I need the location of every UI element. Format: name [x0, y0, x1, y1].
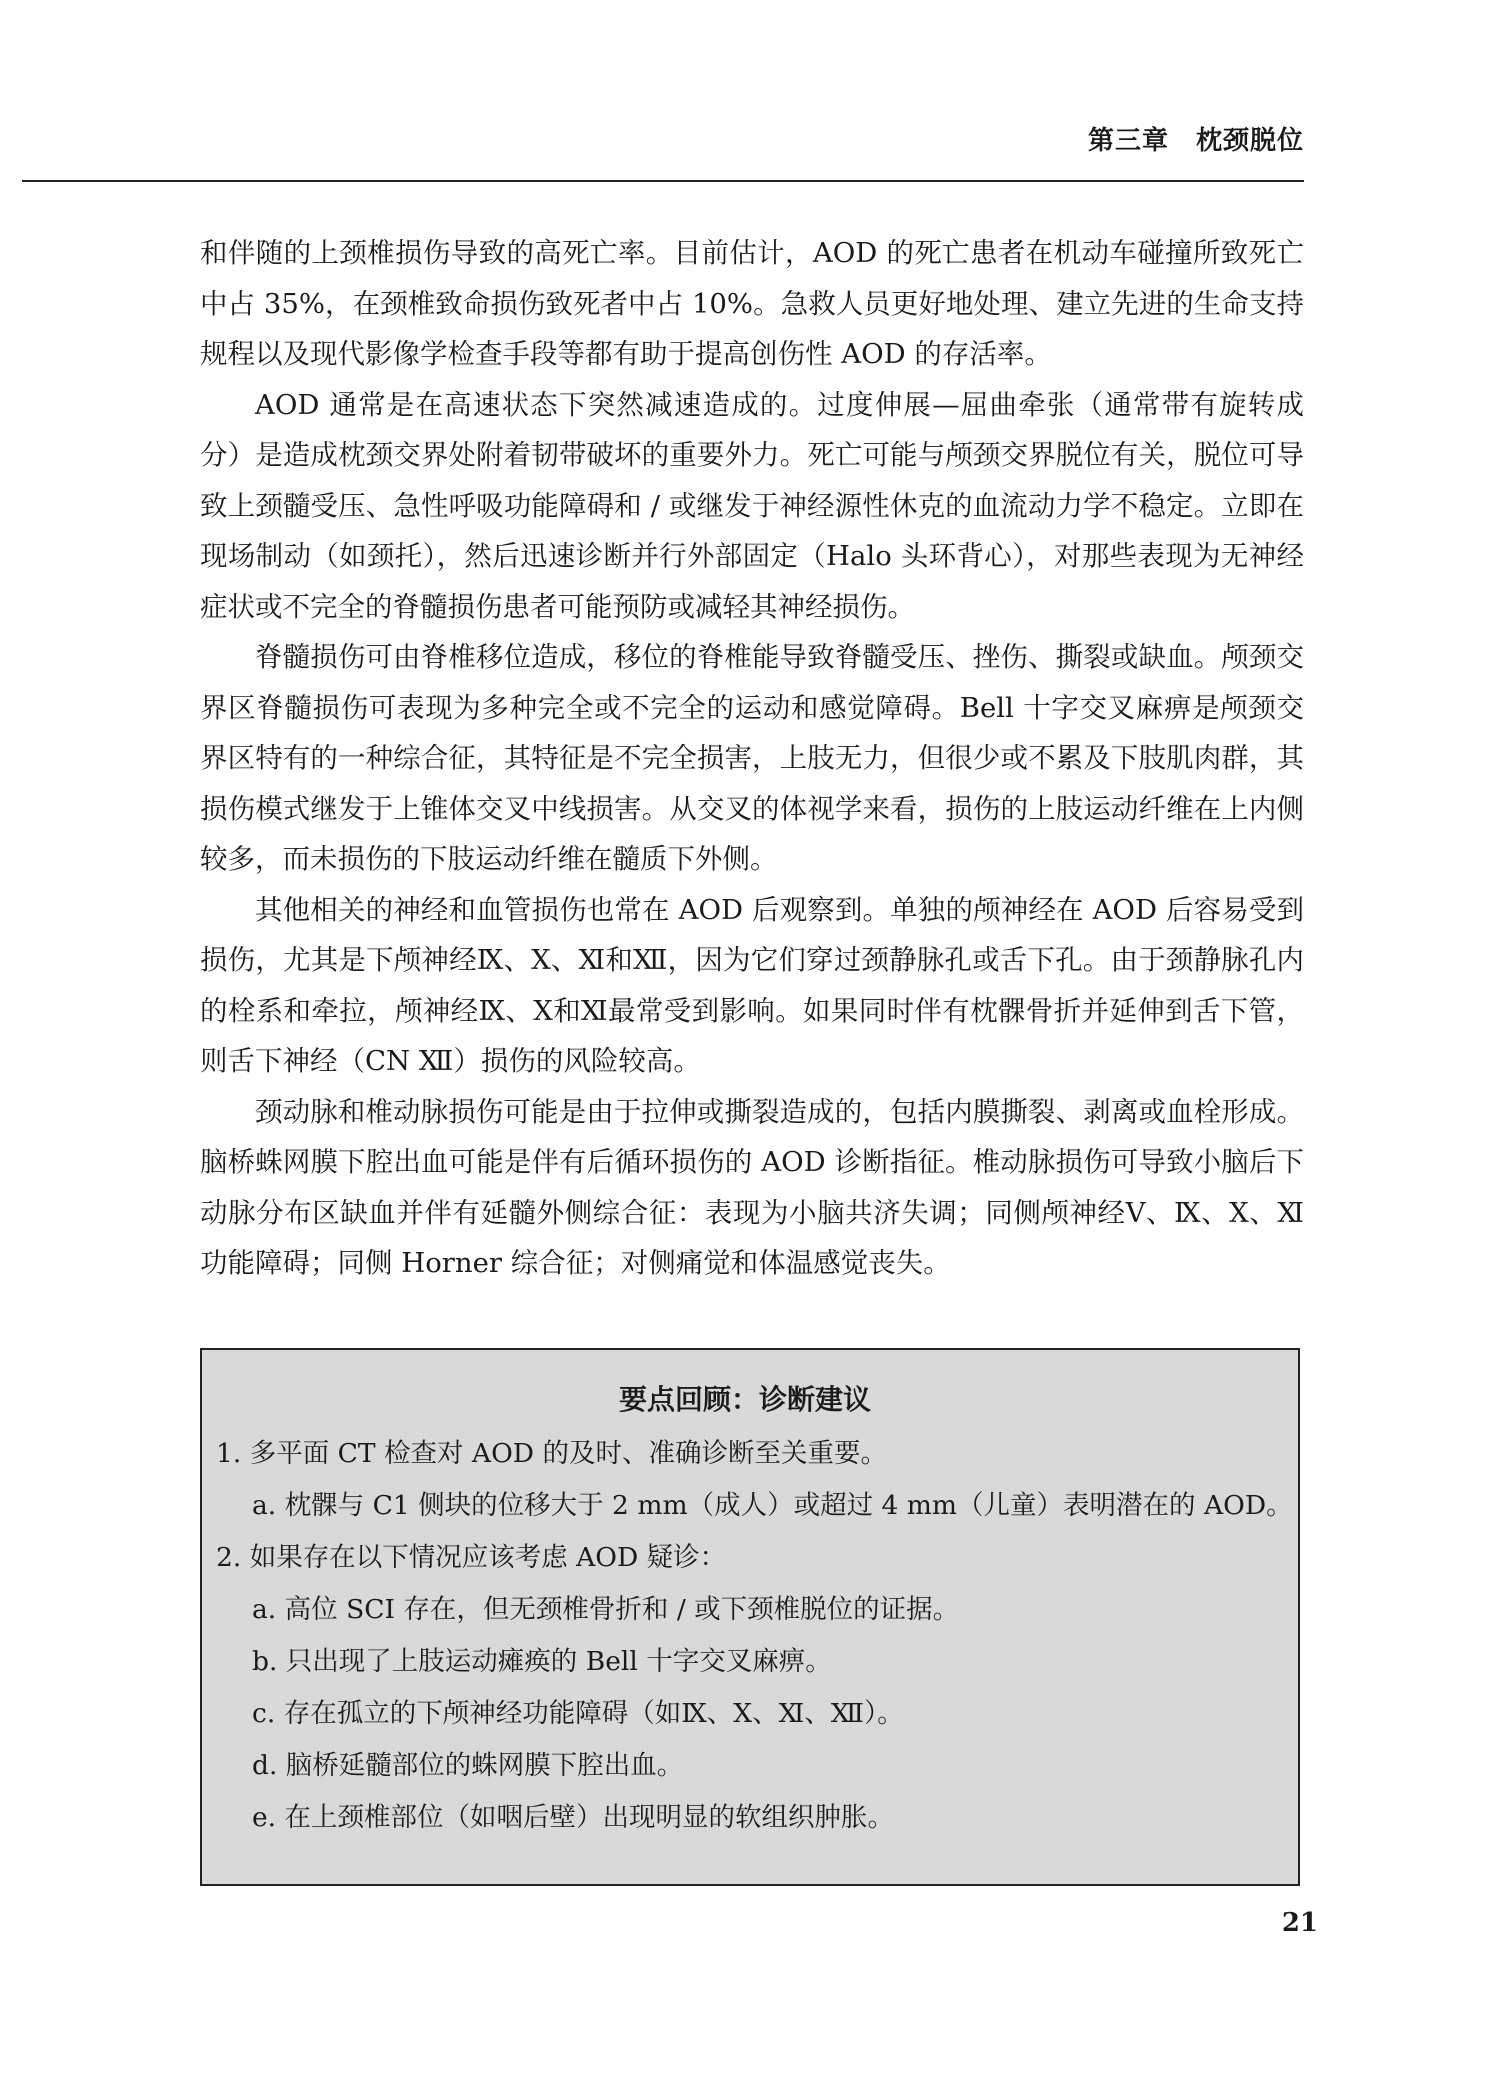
header-divider — [22, 180, 1304, 182]
paragraph-cranial-nerve-injury: 其他相关的神经和血管损伤也常在 AOD 后观察到。单独的颅神经在 AOD 后容易受到损伤，尤其是下颅神经Ⅸ、Ⅹ、Ⅺ和Ⅻ，因为它们穿过颈静脉孔或舌下孔。由于颈静脉孔内的栓系和牵拉，颅神经Ⅸ、Ⅹ和Ⅺ最常受到影响。如果同时伴有枕髁骨折并延伸到舌下管，则舌下神经（CN Ⅻ）损伤的风险较高。 — [200, 893, 1304, 1077]
paragraph-aod-mechanism: AOD 通常是在高速状态下突然减速造成的。过度伸展—屈曲牵张（通常带有旋转成分）是造成枕颈交界处附着韧带破坏的重要外力。死亡可能与颅颈交界脱位有关，脱位可导致上颈髓受压、急性呼吸功能障碍和 / 或继发于神经源性休克的血流动力学不稳定。立即在现场制动（如颈托），然后迅速诊断并行外部固定（Halo 头环背心），对那些表现为无神经症状或不完全的脊髓损伤患者可能预防或减轻其神经损伤。 — [200, 388, 1304, 623]
paragraph-continuation: 和伴随的上颈椎损伤导致的高死亡率。目前估计，AOD 的死亡患者在机动车碰撞所致死亡中占 35%，在颈椎致命损伤致死者中占 10%。急救人员更好地处理、建立先进的生命支持规程以及现代影像学检查手段等都有助于提高创伤性 AOD 的存活率。 — [200, 237, 1304, 370]
key-point-2: 2. 如果存在以下情况应该考虑 AOD 疑诊： — [216, 1542, 727, 1573]
key-point-1: 1. 多平面 CT 检查对 AOD 的及时、准确诊断至关重要。 — [216, 1438, 887, 1469]
key-point-2a: a. 高位 SCI 存在，但无颈椎骨折和 / 或下颈椎脱位的证据。 — [252, 1594, 960, 1625]
paragraph-vascular-injury: 颈动脉和椎动脉损伤可能是由于拉伸或撕裂造成的，包括内膜撕裂、剥离或血栓形成。脑桥蛛网膜下腔出血可能是伴有后循环损伤的 AOD 诊断指征。椎动脉损伤可导致小脑后下动脉分布区缺血并伴有延髓外侧综合征：表现为小脑共济失调；同侧颅神经Ⅴ、Ⅸ、Ⅹ、Ⅺ功能障碍；同侧 Horner 综合征；对侧痛觉和体温感觉丧失。 — [200, 1095, 1304, 1279]
body-text — [200, 228, 1304, 1289]
key-points-title: 要点回顾：诊断建议 — [618, 1383, 871, 1416]
key-point-2d: d. 脑桥延髓部位的蛛网膜下腔出血。 — [252, 1750, 684, 1781]
key-point-2b: b. 只出现了上肢运动瘫痪的 Bell 十字交叉麻痹。 — [252, 1646, 832, 1677]
running-header: 第三章 枕颈脱位 — [1087, 126, 1304, 156]
paragraph-spinal-cord-injury: 脊髓损伤可由脊椎移位造成，移位的脊椎能导致脊髓受压、挫伤、撕裂或缺血。颅颈交界区脊髓损伤可表现为多种完全或不完全的运动和感觉障碍。Bell 十字交叉麻痹是颅颈交界区特有的一种综合征，其特征是不完全损害，上肢无力，但很少或不累及下肢肌肉群，其损伤模式继发于上锥体交叉中线损害。从交叉的体视学来看，损伤的上肢运动纤维在上内侧较多，而未损伤的下肢运动纤维在髓质下外侧。 — [200, 641, 1304, 875]
page-number: 21 — [1281, 1908, 1318, 1938]
key-point-2c: c. 存在孤立的下颅神经功能障碍（如Ⅸ、Ⅹ、Ⅺ、Ⅻ）。 — [252, 1698, 904, 1729]
key-points-box — [200, 1348, 1300, 1886]
key-point-2e: e. 在上颈椎部位（如咽后壁）出现明显的软组织肿胀。 — [252, 1802, 895, 1833]
key-point-1a: a. 枕髁与 C1 侧块的位移大于 2 mm（成人）或超过 4 mm（儿童）表明潜在的 AOD。 — [252, 1490, 1293, 1521]
